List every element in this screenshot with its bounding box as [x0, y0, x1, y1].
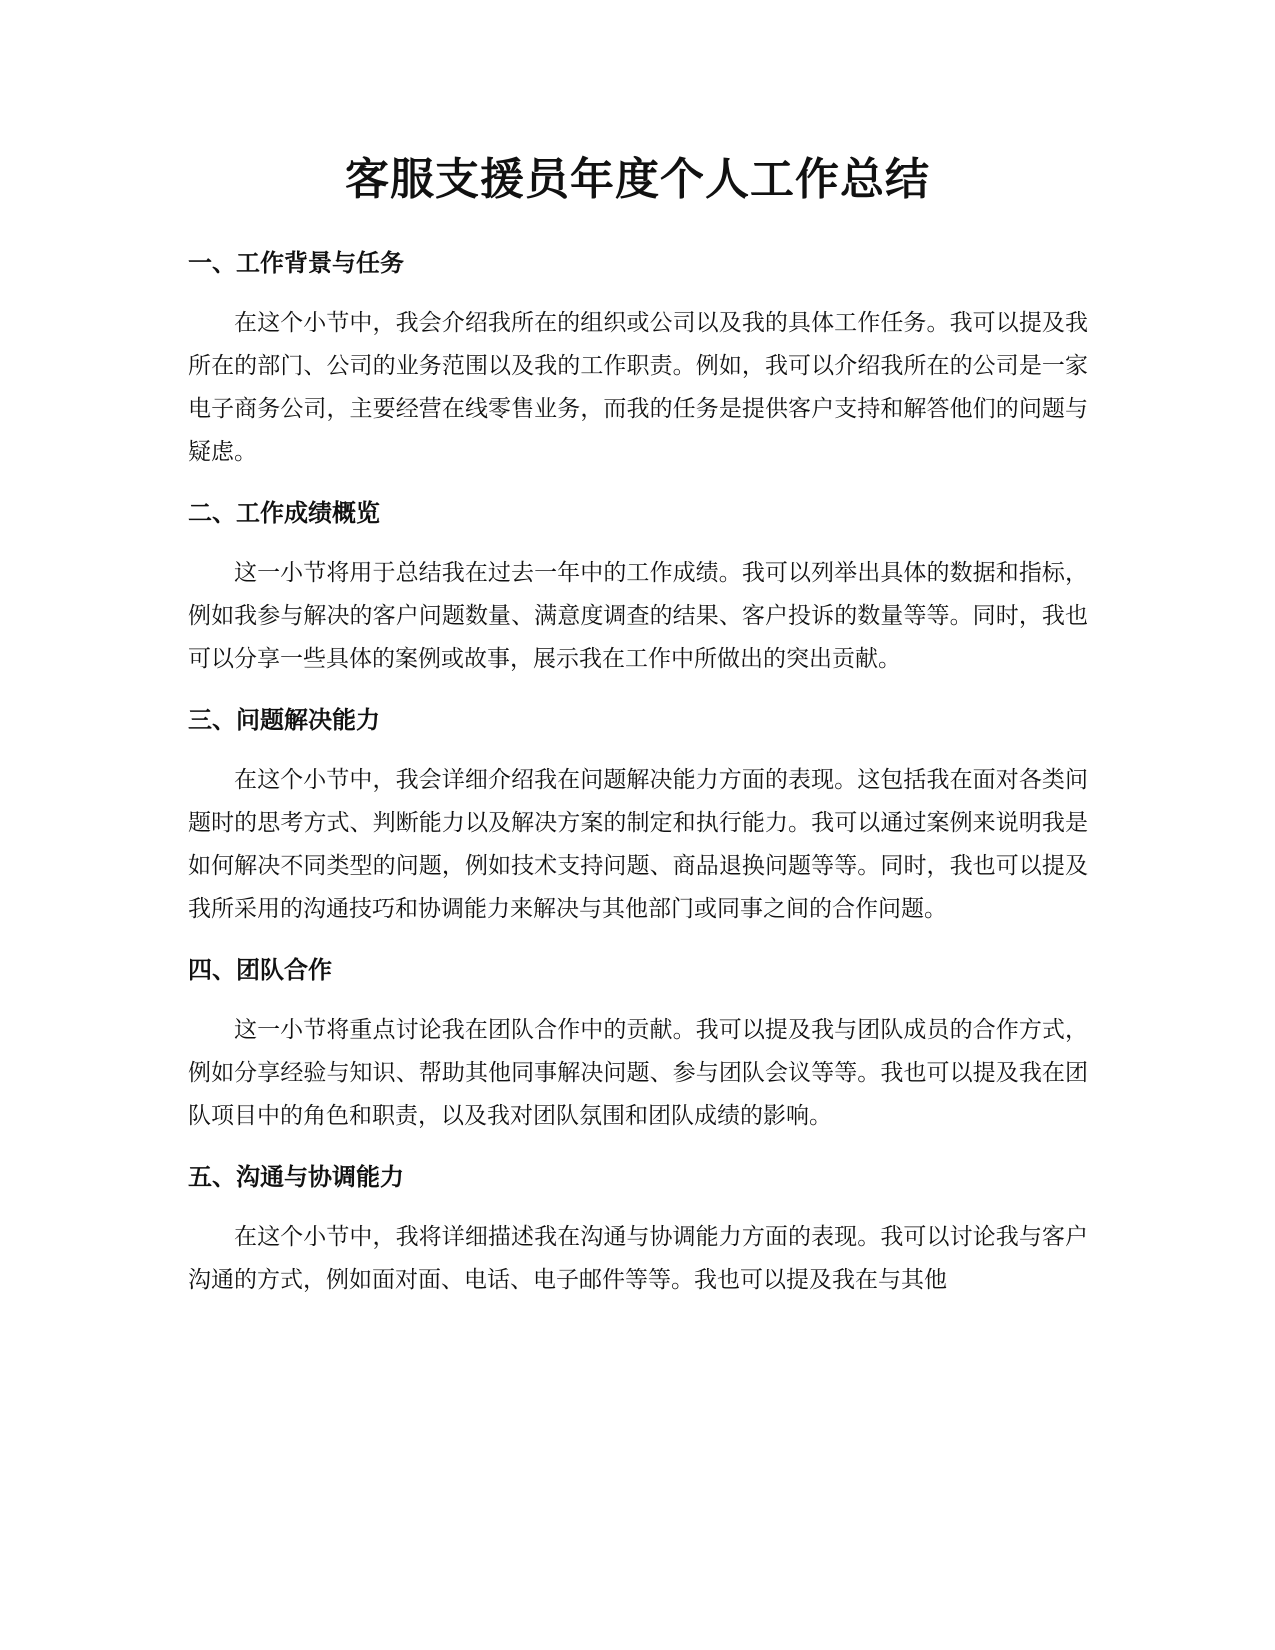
section-paragraph: 在这个小节中，我将详细描述我在沟通与协调能力方面的表现。我可以讨论我与客户沟通的方式，例如面对面、电话、电子邮件等等。我也可以提及我在与其他 — [188, 1224, 1088, 1293]
section-heading: 五、沟通与协调能力 — [188, 1163, 404, 1191]
section-heading: 三、问题解决能力 — [188, 706, 380, 734]
section-paragraph: 这一小节将重点讨论我在团队合作中的贡献。我可以提及我与团队成员的合作方式，例如分享经验与知识、帮助其他同事解决问题、参与团队会议等等。我也可以提及我在团队项目中的角色和职责，以及我对团队氛围和团队成绩的影响。 — [188, 1017, 1088, 1129]
section-communication — [188, 1160, 1088, 1302]
section-heading: 四、团队合作 — [188, 956, 332, 984]
section-paragraph: 在这个小节中，我会介绍我所在的组织或公司以及我的具体工作任务。我可以提及我所在的部门、公司的业务范围以及我的工作职责。例如，我可以介绍我所在的公司是一家电子商务公司，主要经营在线零售业务，而我的任务是提供客户支持和解答他们的问题与疑虑。 — [188, 310, 1088, 465]
section-achievements-overview — [188, 496, 1088, 681]
section-teamwork — [188, 953, 1088, 1138]
section-heading: 一、工作背景与任务 — [188, 249, 404, 277]
document-title: 客服支援员年度个人工作总结 — [345, 154, 930, 205]
section-paragraph: 在这个小节中，我会详细介绍我在问题解决能力方面的表现。这包括我在面对各类问题时的思考方式、判断能力以及解决方案的制定和执行能力。我可以通过案例来说明我是如何解决不同类型的问题，例如技术支持问题、商品退换问题等等。同时，我也可以提及我所采用的沟通技巧和协调能力来解决与其他部门或同事之间的合作问题。 — [188, 767, 1088, 922]
section-problem-solving — [188, 703, 1088, 931]
section-work-background — [188, 246, 1088, 474]
document-content — [188, 246, 1088, 1324]
section-heading: 二、工作成绩概览 — [188, 499, 380, 527]
section-paragraph: 这一小节将用于总结我在过去一年中的工作成绩。我可以列举出具体的数据和指标，例如我参与解决的客户问题数量、满意度调查的结果、客户投诉的数量等等。同时，我也可以分享一些具体的案例或故事，展示我在工作中所做出的突出贡献。 — [188, 560, 1088, 672]
